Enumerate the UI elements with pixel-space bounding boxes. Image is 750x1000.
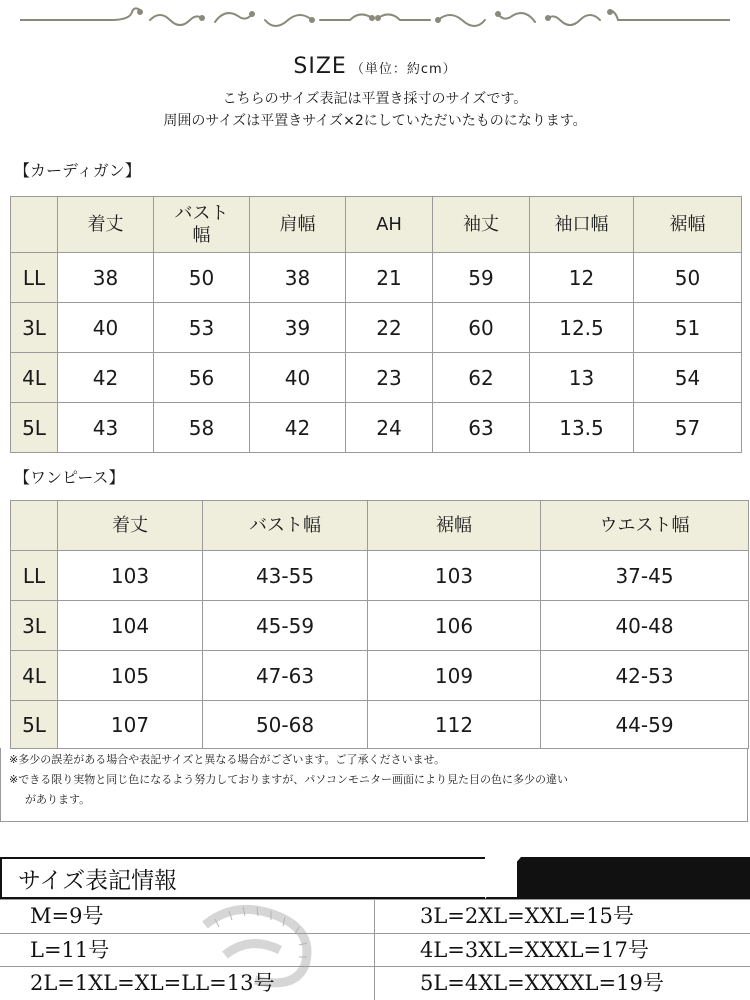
column-header: AH: [346, 197, 433, 253]
row-size-label: LL: [11, 551, 58, 601]
size-label: SIZE: [293, 54, 347, 79]
table-cell: 103: [368, 551, 541, 601]
table-row: [11, 651, 749, 701]
size-info-left: 2L=1XL=XL=LL=13号: [30, 971, 275, 995]
table-cell: 40: [250, 353, 346, 403]
table-cell: 40: [58, 303, 154, 353]
table-cell: 54: [634, 353, 742, 403]
size-info-right: 5L=4XL=XXXXL=19号: [420, 971, 664, 995]
row-size-label: 4L: [11, 353, 58, 403]
table-cell: 12: [530, 253, 634, 303]
table-row: [11, 601, 749, 651]
column-header: 着丈: [58, 197, 154, 253]
unit-label: （単位：約cm）: [350, 62, 457, 77]
banner-slant: [485, 857, 521, 899]
table-cell: 50: [634, 253, 742, 303]
column-header: ウエスト幅: [541, 501, 749, 551]
size-info-title: サイズ表記情報: [18, 868, 178, 894]
table-cell: 38: [250, 253, 346, 303]
table-cell: 103: [58, 551, 203, 601]
notes-box: [0, 748, 748, 822]
column-header: 裾幅: [368, 501, 541, 551]
table-row: [11, 303, 742, 353]
grid-divider: [374, 899, 375, 1000]
table-cell: 23: [346, 353, 433, 403]
row-size-label: 4L: [11, 651, 58, 701]
intro-text: [0, 88, 750, 132]
table-cell: 37-45: [541, 551, 749, 601]
table-cell: 63: [433, 403, 530, 453]
table-cell: 40-48: [541, 601, 749, 651]
table-cell: 13: [530, 353, 634, 403]
table-cell: 42: [58, 353, 154, 403]
intro-line: こちらのサイズ表記は平置き採寸のサイズです。: [222, 91, 528, 107]
corner-cell: [11, 197, 58, 253]
table-cell: 21: [346, 253, 433, 303]
table-cell: 56: [154, 353, 250, 403]
table-cell: 60: [433, 303, 530, 353]
table-cell: 43-55: [203, 551, 368, 601]
note-line: があります。: [25, 793, 91, 806]
table-cell: 104: [58, 601, 203, 651]
table-row: [11, 551, 749, 601]
table-cell: 50-68: [203, 701, 368, 749]
row-size-label: 5L: [11, 403, 58, 453]
row-size-label: 5L: [11, 701, 58, 749]
cardigan-section-title: 【カーディガン】: [14, 161, 141, 180]
size-heading: [0, 54, 750, 79]
grid-line: [0, 899, 750, 900]
intro-line: 周囲のサイズは平置きサイズ×2にしていただいたものになります。: [163, 113, 587, 129]
size-info-left: L=11号: [30, 938, 110, 962]
table-cell: 53: [154, 303, 250, 353]
table-cell: 44-59: [541, 701, 749, 749]
table-cell: 45-59: [203, 601, 368, 651]
table-cell: 112: [368, 701, 541, 749]
row-size-label: 3L: [11, 303, 58, 353]
size-info-right: 3L=2XL=XXL=15号: [420, 904, 634, 928]
table-cell: 24: [346, 403, 433, 453]
table-row: [11, 701, 749, 749]
table-cell: 51: [634, 303, 742, 353]
table-header-row: [11, 197, 742, 253]
table-header-row: [11, 501, 749, 551]
size-info-left: M=9号: [30, 904, 104, 928]
column-header: 袖丈: [433, 197, 530, 253]
column-header: 裾幅: [634, 197, 742, 253]
table-cell: 57: [634, 403, 742, 453]
column-header: 肩幅: [250, 197, 346, 253]
table-cell: 105: [58, 651, 203, 701]
table-cell: 43: [58, 403, 154, 453]
column-header: [154, 197, 250, 253]
table-cell: 22: [346, 303, 433, 353]
decorative-scroll-ornament-icon: [20, 4, 730, 34]
table-cell: 42-53: [541, 651, 749, 701]
table-cell: 12.5: [530, 303, 634, 353]
row-size-label: 3L: [11, 601, 58, 651]
table-cell: 13.5: [530, 403, 634, 453]
onepiece-section-title: 【ワンピース】: [14, 468, 125, 487]
cardigan-size-table: [10, 196, 742, 453]
table-row: [11, 403, 742, 453]
table-cell: 106: [368, 601, 541, 651]
table-cell: 109: [368, 651, 541, 701]
table-cell: 107: [58, 701, 203, 749]
row-size-label: LL: [11, 253, 58, 303]
table-cell: 62: [433, 353, 530, 403]
table-cell: 58: [154, 403, 250, 453]
size-info-right: 4L=3XL=XXXL=17号: [420, 938, 649, 962]
note-line: ※できる限り実物と同じ色になるよう努力しておりますが、パソコンモニター画面により見た目の色に多少の違い: [9, 773, 568, 786]
column-header: 着丈: [58, 501, 203, 551]
table-row: [11, 353, 742, 403]
table-cell: 42: [250, 403, 346, 453]
onepiece-size-table: [10, 500, 749, 749]
column-header: 袖口幅: [530, 197, 634, 253]
table-cell: 50: [154, 253, 250, 303]
table-cell: 39: [250, 303, 346, 353]
table-cell: 47-63: [203, 651, 368, 701]
size-info-grid: [0, 899, 750, 1000]
table-cell: 38: [58, 253, 154, 303]
corner-cell: [11, 501, 58, 551]
note-line: ※多少の誤差がある場合や表記サイズと異なる場合がございます。ご了承くださいませ。: [9, 753, 446, 766]
table-row: [11, 253, 742, 303]
table-cell: 59: [433, 253, 530, 303]
column-header: バスト幅: [203, 501, 368, 551]
column-header-text: バスト幅: [174, 202, 229, 246]
